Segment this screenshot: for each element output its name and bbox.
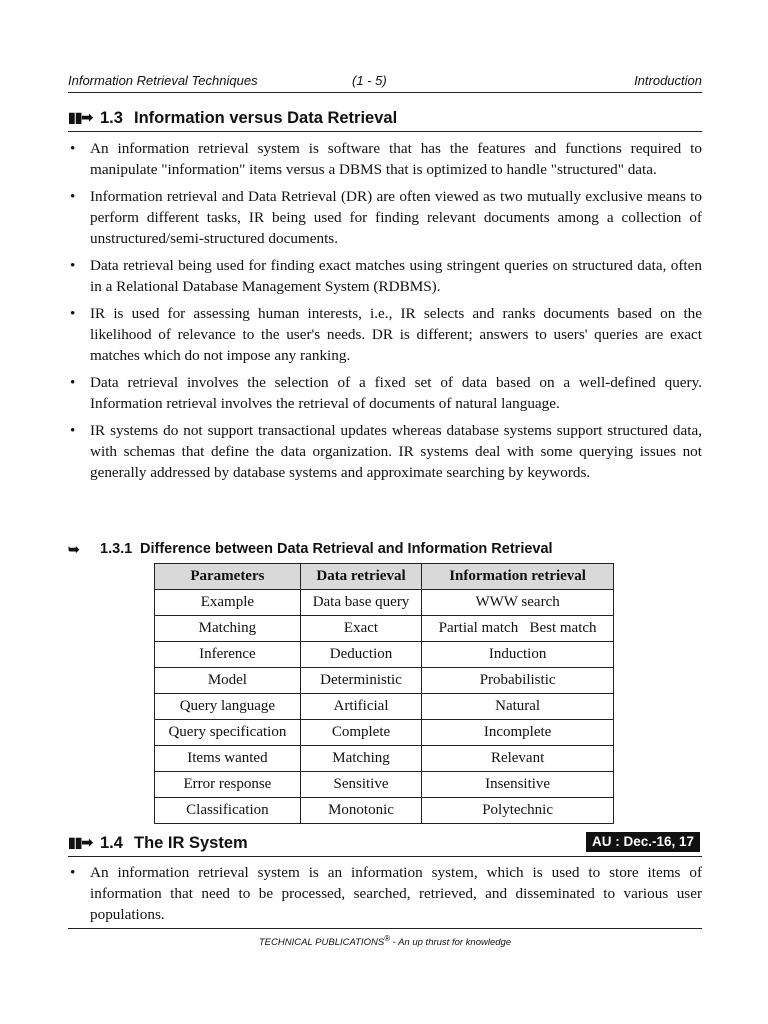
bullet-list-1-4 [68,862,702,931]
table-cell: WWW search [422,590,614,616]
list-item-text: Data retrieval involves the selection of a fixed set of data based on a well-defined query. Information retrieval involves the retrieval of documents of natural language. [90,374,702,412]
section-number: 1.3 [100,109,123,127]
table-row [155,694,614,720]
table-cell: Partial match Best match [422,616,614,642]
section-title: Difference between Data Retrieval and Information Retrieval [140,541,553,557]
section-heading-1-3 [68,107,702,132]
list-item [68,303,702,366]
table-cell: Exact [300,616,421,642]
table-cell: Classification [155,798,301,824]
bullet-list-1-3 [68,138,702,489]
section-title: Information versus Data Retrieval [134,109,398,127]
list-item-text: IR systems do not support transactional updates whereas database systems support structured data, with schemas that define the data organization. IR systems deal with some querying issues not generally addressed by database systems and approximate searching by keywords. [90,422,702,481]
table-row [155,772,614,798]
list-item [68,138,702,180]
comparison-table [154,563,614,824]
section-arrow-icon: ▮▮➡ [68,834,93,850]
table-cell: Complete [300,720,421,746]
table-cell: Inference [155,642,301,668]
table-cell: Artificial [300,694,421,720]
table-cell: Matching [155,616,301,642]
footer-publisher: TECHNICAL PUBLICATIONS [258,937,385,949]
table-row [155,590,614,616]
list-item-text: IR is used for assessing human interests, i.e., IR selects and ranks documents based on the likelihood of relevance to the user's needs. DR is different; answers to users' queries are exact matches which do not impose any ranking. [90,305,702,364]
header-chapter-title: Introduction [634,73,702,88]
table-row [155,798,614,824]
running-header [68,72,702,93]
footer-tagline: - An up thrust for knowledge [390,937,512,949]
table-header-row [155,564,614,590]
list-item-text: Data retrieval being used for finding exact matches using stringent queries on structured data, often in a Relational Database Management System (RDBMS). [90,257,702,295]
section-arrow-icon: ➥ [68,541,79,557]
table-row [155,720,614,746]
table-row [155,746,614,772]
list-item [68,255,702,297]
section-heading-1-4 [68,832,702,857]
table-row [155,642,614,668]
list-item [68,862,702,925]
table-cell: Deduction [300,642,421,668]
list-item [68,420,702,483]
section-title: The IR System [134,834,248,852]
list-item [68,186,702,249]
bullet-icon: • [70,305,76,322]
table-cell: Insensitive [422,772,614,798]
table-cell: Deterministic [300,668,421,694]
bullet-icon: • [70,140,76,157]
table-cell: Natural [422,694,614,720]
table-cell: Monotonic [300,798,421,824]
list-item-text: An information retrieval system is an information system, which is used to store items of information that need to be processed, searched, retrieved, and disseminated to various user populations. [90,864,702,923]
header-page-number: (1 - 5) [352,73,387,88]
list-item-text: Information retrieval and Data Retrieval (DR) are often viewed as two mutually exclusive means to perform different tasks, IR being used for finding relevant documents among a collection of unstructured/semi-structured documents. [90,188,702,247]
column-header: Parameters [155,564,301,590]
table-row [155,616,614,642]
table-cell: Query language [155,694,301,720]
table-cell: Incomplete [422,720,614,746]
bullet-icon: • [70,257,76,274]
section-number: 1.4 [100,834,123,852]
section-heading-1-3-1 [68,539,702,563]
table-cell: Items wanted [155,746,301,772]
section-arrow-icon: ▮▮➡ [68,109,93,125]
table-cell: Polytechnic [422,798,614,824]
section-number: 1.3.1 [100,541,133,557]
table-cell: Relevant [422,746,614,772]
table-row [155,668,614,694]
list-item [68,372,702,414]
table-cell: Data base query [300,590,421,616]
table-cell: Induction [422,642,614,668]
bullet-icon: • [70,422,76,439]
column-header: Data retrieval [300,564,421,590]
header-book-title: Information Retrieval Techniques [68,73,258,88]
list-item-text: An information retrieval system is software that has the features and functions required to manipulate "information" items versus a DBMS that is optimized to handle "structured" data. [90,140,702,178]
column-header: Information retrieval [422,564,614,590]
bullet-icon: • [70,864,76,881]
table-cell: Error response [155,772,301,798]
bullet-icon: • [70,374,76,391]
table-cell: Sensitive [300,772,421,798]
table-cell: Matching [300,746,421,772]
table-cell: Model [155,668,301,694]
registered-mark: ® [384,934,390,943]
table-cell: Probabilistic [422,668,614,694]
exam-reference-badge: AU : Dec.-16, 17 [586,832,700,852]
bullet-icon: • [70,188,76,205]
table-cell: Example [155,590,301,616]
page-footer [68,928,702,948]
table-cell: Query specification [155,720,301,746]
